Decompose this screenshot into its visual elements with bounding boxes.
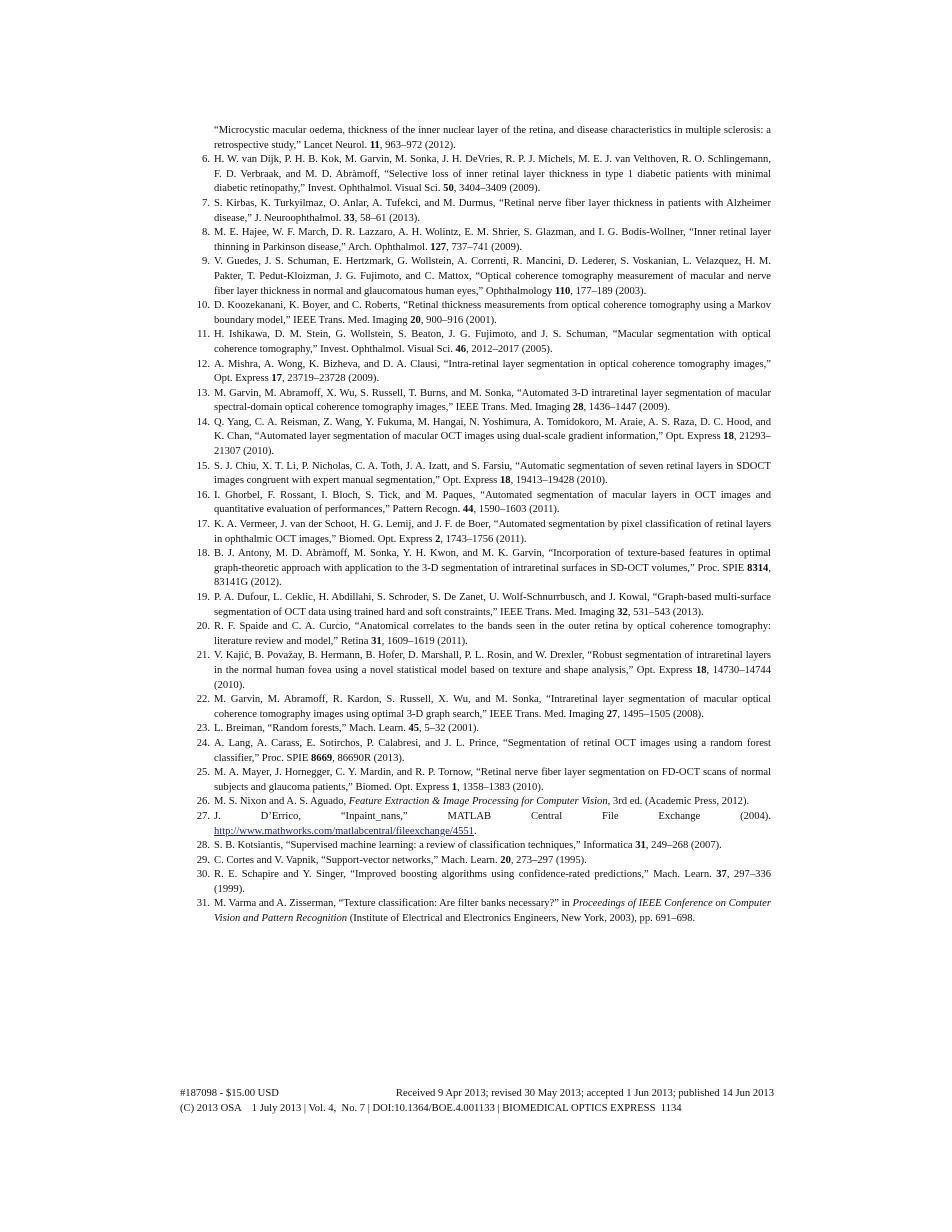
reference-body: S. Kirbas, K. Turkyilmaz, O. Anlar, A. Tufekci, and M. Durmus, “Retinal nerve fiber layer thickness in patients with Alzheimer disease,” J. Neuroophthalmol. 33, 58–61 (2013). [214, 197, 771, 224]
reference-item [180, 489, 771, 518]
reference-item [180, 416, 771, 460]
reference-text [214, 358, 771, 387]
reference-text [214, 766, 771, 795]
reference-number: 10. [196, 300, 210, 312]
reference-text [214, 197, 771, 226]
reference-item [180, 197, 771, 226]
reference-item [180, 693, 771, 722]
reference-item [180, 328, 771, 357]
reference-number: 6. [202, 154, 210, 166]
reference-link-suffix: . [473, 825, 477, 837]
reference-body: P. A. Dufour, L. Ceklic, H. Abdillahi, S. Schroder, S. De Zanet, U. Wolf-Schnurrbusch, and J. Kowal, “Graph-based multi-surface segmentation of OCT data using trained hard and soft constraints,” IEEE Trans. Med. Imaging 32, 531–543 (2013). [214, 592, 771, 618]
reference-item [180, 518, 771, 547]
reference-body: A. Mishra, A. Wong, K. Bizheva, and D. A. Clausi, “Intra-retinal layer segmentation in optical coherence tomography images,” Opt. Express 17, 23719–23728 (2009). [214, 358, 771, 385]
reference-body: R. E. Schapire and Y. Singer, “Improved boosting algorithms using confidence-rated predictions,” Mach. Learn. 37, 297–336 (1999). [214, 869, 772, 895]
reference-text [214, 810, 771, 839]
reference-number: 11. [197, 329, 210, 341]
reference-text [214, 387, 771, 416]
reference-text [214, 416, 771, 460]
reference-item [180, 854, 771, 869]
reference-body: B. J. Antony, M. D. Abràmoff, M. Sonka, Y. H. Kwon, and M. K. Garvin, “Incorporation of texture-based features in optimal graph-theoretic approach with application to the 3-D segmentation of intraretinal surfaces in SD-OCT volumes,” Proc. SPIE 8314, 83141G (2012). [214, 548, 771, 589]
reference-item [180, 795, 771, 810]
reference-body: H. Ishikawa, D. M. Stein, G. Wollstein, S. Beaton, J. G. Fujimoto, and J. S. Schuman, “Macular segmentation with optical coherence tomography,” Invest. Ophthalmol. Visual Sci. 46, 2012–2017 (2005). [214, 329, 771, 355]
reference-text [214, 328, 771, 357]
reference-number: 7. [202, 197, 210, 209]
reference-body: M. Garvin, M. Abramoff, X. Wu, S. Russell, T. Burns, and M. Sonka, “Automated 3-D intraretinal layer segmentation of macular spectral-domain optical coherence tomography images,” IEEE Trans. Med. Imaging 28, 1436–1447 (2009). [214, 387, 771, 414]
reference-item [180, 737, 771, 766]
reference-body: A. Lang, A. Carass, E. Sotirchos, P. Calabresi, and J. L. Prince, “Segmentation of retinal OCT images using a random forest classifier,” Proc. SPIE 8669, 86690R (2013). [214, 737, 771, 764]
reference-link[interactable]: http://www.mathworks.com/matlabcentral/fileexchange/4551 [214, 825, 474, 837]
reference-number: 21. [196, 650, 210, 662]
reference-text [214, 547, 771, 591]
reference-item [180, 766, 771, 795]
reference-body: I. Ghorbel, F. Rossant, I. Bloch, S. Tick, and M. Paques, “Automated segmentation of macular layers in OCT images and quantitative evaluation of performances,” Pattern Recogn. 44, 1590–1603 (2011). [214, 489, 771, 516]
reference-number: 8. [202, 227, 210, 239]
reference-number: 19. [196, 592, 210, 603]
reference-body: Q. Yang, C. A. Reisman, Z. Wang, Y. Fukuma, M. Hangai, N. Yoshimura, A. Tomidokoro, M. Araie, A. S. Raza, D. C. Hood, and K. Chan, “Automated layer segmentation of macular OCT images using dual-scale gradient information,” Opt. Express 18, 21293–21307 (2010). [214, 416, 771, 458]
reference-item [180, 591, 771, 620]
reference-number: 30. [196, 869, 210, 881]
reference-number: 27. [196, 810, 210, 822]
reference-number: 29. [196, 854, 210, 866]
reference-number: 25. [196, 767, 210, 779]
reference-number: 24. [196, 737, 210, 749]
reference-item [180, 722, 771, 737]
reference-number: 31. [196, 898, 210, 910]
reference-item [180, 226, 771, 255]
reference-body: S. B. Kotsiantis, “Supervised machine learning: a review of classification techniques,” Informatica 31, 249–268 (2007). [214, 840, 722, 852]
reference-text [214, 255, 771, 299]
reference-text [214, 460, 771, 489]
reference-item [180, 358, 771, 387]
footer-price: #187098 - $15.00 USD [180, 1088, 279, 1099]
reference-body: J. D’Errico, “Inpaint_nans,” MATLAB Central File Exchange (2004). [214, 810, 771, 822]
reference-body: R. F. Spaide and C. A. Curcio, “Anatomical correlates to the bands seen in the outer retina by optical coherence tomography: literature review and model,” Retina 31, 1609–1619 (2011). [214, 621, 771, 647]
reference-number: 26. [196, 796, 210, 808]
reference-item [180, 839, 771, 854]
reference-text [214, 693, 771, 722]
reference-list [180, 124, 771, 927]
reference-text [214, 897, 771, 926]
reference-number: 12. [196, 358, 210, 370]
reference-item [180, 460, 771, 489]
reference-text [214, 839, 771, 854]
reference-number: 18. [196, 548, 210, 560]
reference-text [214, 226, 771, 255]
reference-number: 9. [202, 256, 210, 268]
reference-body: V. Guedes, J. S. Schuman, E. Hertzmark, G. Wollstein, A. Correnti, R. Mancini, D. Lederer, S. Voskanian, L. Velazquez, H. M. Pakter, T. Pedut-Kloizman, J. G. Fujimoto, and C. Mattox, “Optical coherence tomography measurement of macular and nerve fiber layer thickness in normal and glaucomatous human eyes,” Ophthalmology 110, 177–189 (2003). [214, 256, 771, 297]
reference-body: D. Koozekanani, K. Boyer, and C. Roberts, “Retinal thickness measurements from optical coherence tomography using a Markov boundary model,” IEEE Trans. Med. Imaging 20, 900–916 (2001). [214, 300, 771, 326]
reference-number: 17. [196, 519, 210, 531]
reference-text [214, 620, 771, 649]
reference-body: K. A. Vermeer, J. van der Schoot, H. G. Lemij, and J. F. de Boer, “Automated segmentation by pixel classification of retinal layers in ophthalmic OCT images,” Biomed. Opt. Express 2, 1743–1756 (2011). [214, 519, 771, 545]
reference-text [214, 737, 771, 766]
reference-number: 13. [196, 387, 210, 399]
reference-item [180, 387, 771, 416]
reference-number: 20. [196, 621, 210, 633]
reference-body: M. E. Hajee, W. F. March, D. R. Lazzaro, A. H. Wolintz, E. M. Shrier, S. Glazman, and I. G. Bodis-Wollner, “Inner retinal layer thinning in Parkinson disease,” Arch. Ophthalmol. 127, 737–741 (2009). [214, 227, 771, 253]
reference-text [214, 591, 771, 620]
reference-text [214, 518, 771, 547]
reference-text [214, 489, 771, 518]
reference-text [214, 153, 771, 197]
reference-text [214, 649, 771, 693]
reference-body: M. A. Mayer, J. Hornegger, C. Y. Mardin, and R. P. Tornow, “Retinal nerve fiber layer segmentation on FD-OCT scans of normal subjects and glaucoma patients,” Biomed. Opt. Express 1, 1358–1383 (2010). [214, 767, 771, 793]
reference-item [180, 868, 771, 897]
reference-text [214, 299, 771, 328]
reference-item [180, 255, 771, 299]
reference-body: M. Varma and A. Zisserman, “Texture classification: Are filter banks necessary?” in Proceedings of IEEE Conference on Computer Vision and Pattern Recognition (Institute of Electrical and Electronics Engineers, New York, 2003), pp. 691–698. [214, 898, 771, 925]
reference-number: 28. [196, 840, 210, 852]
reference-number: 15. [196, 460, 210, 472]
page-footer [180, 1086, 774, 1116]
reference-body: V. Kajić, B. Považay, B. Hermann, B. Hofer, D. Marshall, P. L. Rosin, and W. Drexler, “Robust segmentation of intraretinal layers in the normal human fovea using a novel statistical model based on texture and shape analysis,” Opt. Express 18, 14730–14744 (2010). [214, 650, 771, 691]
reference-body: M. S. Nixon and A. S. Aguado, Feature Extraction & Image Processing for Computer Vision, 3rd ed. (Academic Press, 2012). [214, 796, 750, 808]
reference-continuation: “Microcystic macular oedema, thickness of the inner nuclear layer of the retina, and disease characteristics in multiple sclerosis: a retrospective study,” Lancet Neurol. 11, 963–972 (2012). [214, 125, 771, 151]
footer-citation: (C) 2013 OSA 1 July 2013 | Vol. 4, No. 7 | DOI:10.1364/BOE.4.001133 | BIOMEDICAL OPTICS EXPRESS 1134 [180, 1103, 682, 1114]
reference-item [180, 299, 771, 328]
reference-item [180, 649, 771, 693]
reference-text [214, 795, 771, 810]
reference-item [180, 153, 771, 197]
reference-item [180, 620, 771, 649]
reference-body: H. W. van Dijk, P. H. B. Kok, M. Garvin, M. Sonka, J. H. DeVries, R. P. J. Michels, M. E. J. van Velthoven, R. O. Schlingemann, F. D. Verbraak, and M. D. Abràmoff, “Selective loss of inner retinal layer thickness in type 1 diabetic patients with minimal diabetic retinopathy,” Invest. Ophthalmol. Visual Sci. 50, 3404–3409 (2009). [214, 154, 771, 195]
reference-text [214, 854, 771, 869]
reference-body: M. Garvin, M. Abramoff, R. Kardon, S. Russell, X. Wu, and M. Sonka, “Intraretinal layer segmentation of macular optical coherence tomography images using optimal 3-D graph search,” IEEE Trans. Med. Imaging 27, 1495–1505 (2008). [214, 694, 771, 720]
reference-item [180, 810, 771, 839]
reference-number: 23. [196, 723, 210, 735]
reference-number: 16. [196, 489, 210, 501]
reference-number: 22. [196, 694, 210, 706]
reference-body: L. Breiman, “Random forests,” Mach. Learn. 45, 5–32 (2001). [214, 723, 480, 735]
reference-body: C. Cortes and V. Vapnik, “Support-vector networks,” Mach. Learn. 20, 273–297 (1995). [214, 854, 587, 866]
reference-text [214, 868, 771, 897]
reference-text [214, 722, 771, 737]
reference-body: S. J. Chiu, X. T. Li, P. Nicholas, C. A. Toth, J. A. Izatt, and S. Farsiu, “Automatic segmentation of seven retinal layers in SDOCT images congruent with expert manual segmentation,” Opt. Express 18, 19413–19428 (2010). [214, 460, 771, 487]
footer-dates: Received 9 Apr 2013; revised 30 May 2013; accepted 1 Jun 2013; published 14 Jun 2013 [395, 1088, 774, 1099]
reference-number: 14. [196, 416, 210, 428]
reference-item [180, 547, 771, 591]
reference-item [180, 897, 771, 926]
